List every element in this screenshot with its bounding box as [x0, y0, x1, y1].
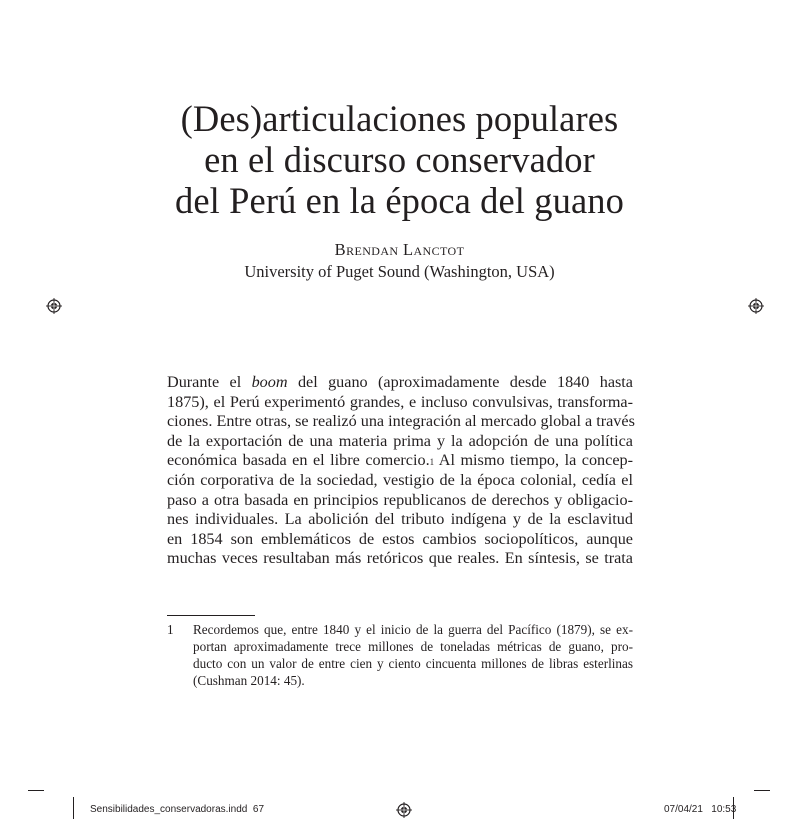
- emphasis-boom: boom: [251, 373, 288, 391]
- crop-mark-right: [754, 790, 770, 791]
- footnote-ref[interactable]: 1: [429, 457, 435, 468]
- body-line: de la exportación de una materia prima y la adopción de una política: [167, 431, 633, 450]
- slug-timestamp: [664, 804, 736, 815]
- body-line: [167, 451, 633, 471]
- registration-mark-icon: [748, 298, 764, 314]
- slug-file-info: [90, 804, 264, 815]
- footnote-divider: [167, 615, 255, 616]
- footnote-line: (Cushman 2014: 45).: [193, 673, 305, 688]
- text-run: Durante el: [167, 373, 252, 391]
- author-block: [0, 239, 799, 283]
- title-line-3: del Perú en la época del guano: [175, 180, 624, 221]
- body-line: muchas veces resultaban más retóricos que reales. En síntesis, se trata: [167, 549, 633, 568]
- slug-date: 07/04/21: [664, 804, 703, 815]
- body-line: ciones. Entre otras, se realizó una integración al mercado global a través: [167, 412, 635, 431]
- author-affiliation: University of Puget Sound (Washington, USA): [244, 262, 555, 281]
- body-line: nes individuales. La abolición del tributo indígena y de la esclavitud: [167, 510, 633, 529]
- slug-time: 10:53: [711, 804, 737, 815]
- body-line: 1875), el Perú experimentó grandes, e incluso convulsivas, transforma-: [167, 392, 633, 411]
- text-run: del guano (aproximadamente desde 1840 hasta: [287, 373, 633, 391]
- slug-filename: Sensibilidades_conservadoras.indd: [90, 804, 248, 815]
- body-line: paso a otra basada en principios republicanos de derechos y obligacio-: [167, 490, 633, 509]
- footnote-line: ducto con un valor de entre cien y ciento cincuenta millones de libras esterlinas: [193, 656, 633, 671]
- body-line: [167, 373, 633, 393]
- author-name: Brendan Lanctot: [334, 240, 465, 259]
- footnote-line: portan aproximadamente trece millones de toneladas métricas de guano, pro-: [193, 639, 633, 654]
- title-line-1: (Des)articulaciones populares: [180, 98, 619, 139]
- footnote-line: Recordemos que, entre 1840 y el inicio de la guerra del Pacífico (1879), se ex-: [193, 622, 633, 637]
- text-run: económica basada en el libre comercio.: [167, 451, 430, 470]
- text-run: Al mismo tiempo, la concep-: [434, 451, 634, 470]
- slug-page: 67: [252, 804, 265, 815]
- footnote-number: 1: [167, 622, 174, 637]
- footnote-text: [193, 621, 633, 689]
- body-line: ción corporativa de la sociedad, vestigio de la época colonial, cedía el: [167, 470, 633, 489]
- registration-mark-icon: [46, 298, 62, 314]
- crop-mark-left-vertical: [73, 797, 74, 819]
- body-line: en 1854 son emblemáticos de estos cambios sociopolíticos, aunque: [167, 529, 633, 548]
- article-title: [0, 98, 799, 221]
- crop-mark-left: [28, 790, 44, 791]
- title-line-2: en el discurso conservador: [204, 139, 595, 180]
- body-paragraph: [167, 373, 633, 569]
- registration-mark-icon: [396, 802, 412, 818]
